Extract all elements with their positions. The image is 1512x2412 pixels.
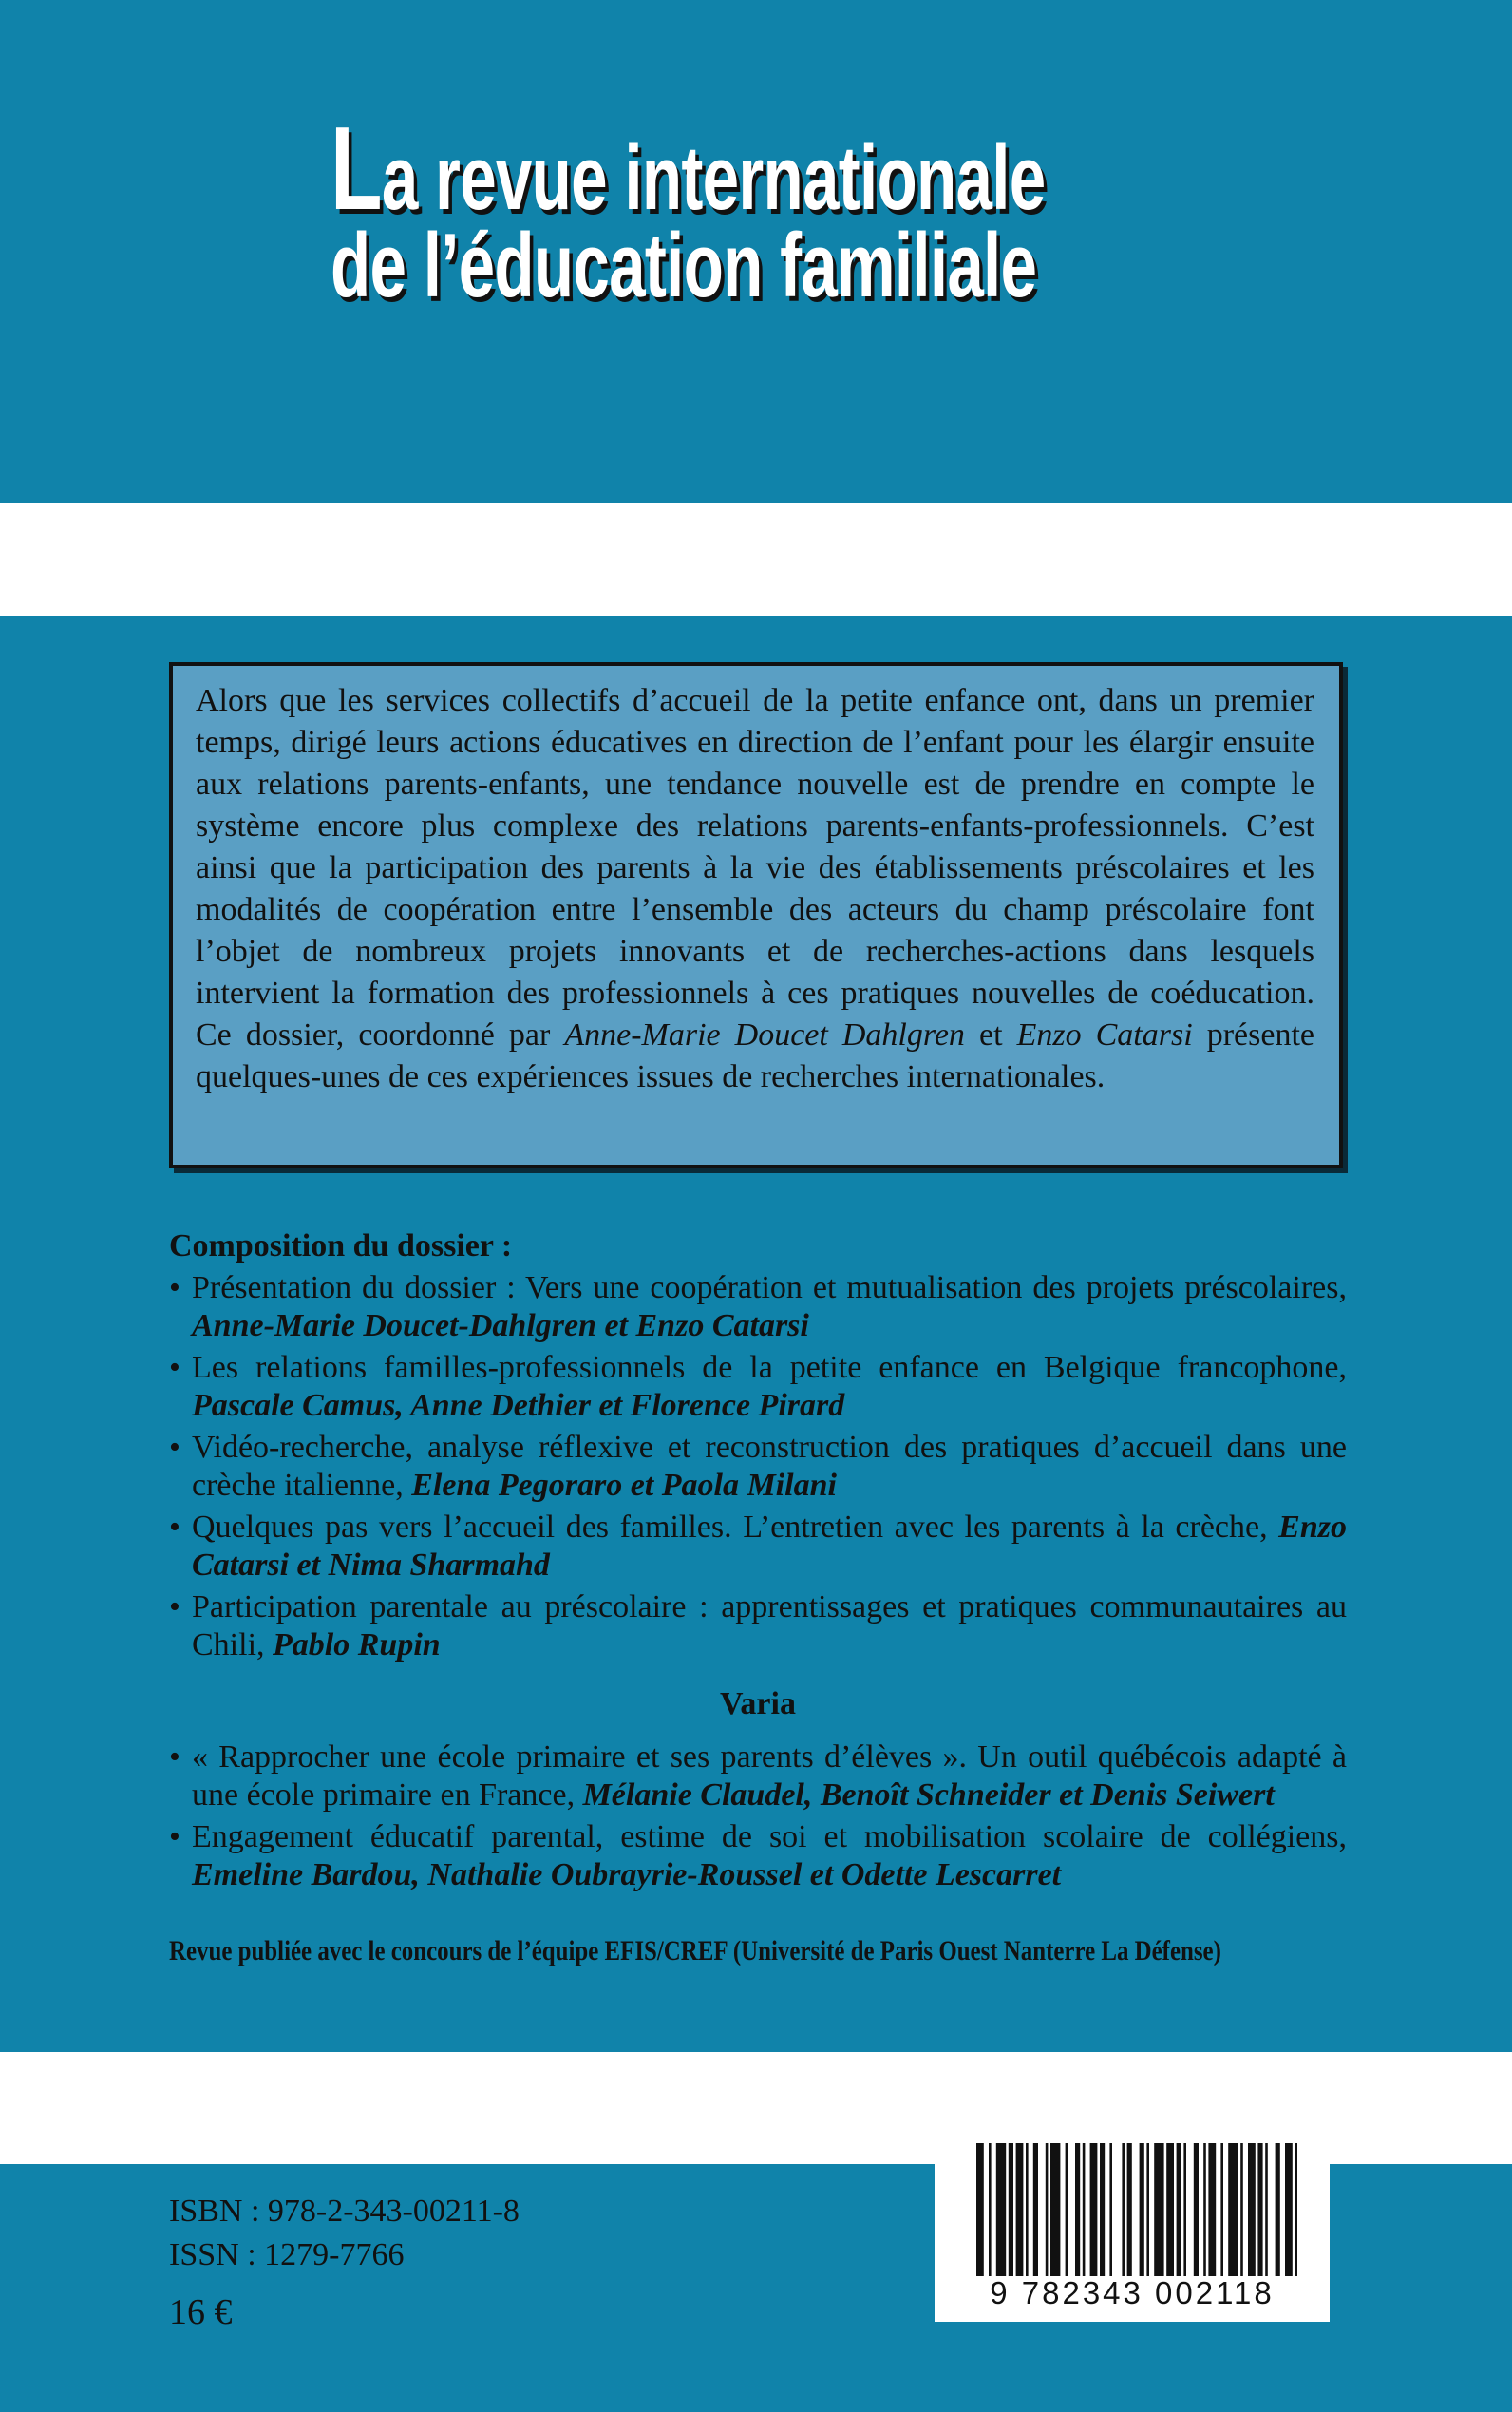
barcode-bar <box>1220 2143 1223 2276</box>
list-item <box>169 1269 1347 1345</box>
publisher-note: Revue publiée avec le concours de l’équipe EFIS/CREF (Université de Paris Ouest Nanterre La Défense) <box>169 1935 1221 1966</box>
item-title: Engagement éducatif parental, estime de soi et mobilisation scolaire de collégiens, <box>192 1819 1347 1854</box>
bullet-icon: • <box>169 1270 180 1305</box>
barcode-bar <box>1285 2143 1293 2276</box>
list-item <box>169 1509 1347 1585</box>
bullet-icon: • <box>169 1819 180 1854</box>
abstract-editor-1: Anne-Marie Doucet Dahlgren <box>564 1017 965 1053</box>
abstract-box <box>169 662 1343 1168</box>
item-authors: Emeline Bardou, Nathalie Oubrayrie-Roussel et Odette Lescarret <box>192 1857 1062 1892</box>
barcode-bar <box>1122 2143 1125 2276</box>
bullet-icon: • <box>169 1739 180 1775</box>
list-item <box>169 1349 1347 1425</box>
barcode-bar <box>1183 2143 1186 2276</box>
abstract-text-2: présente quelques-unes de ces expériences issues de recherches internationales. <box>196 1017 1314 1094</box>
barcode-bar <box>1240 2143 1243 2276</box>
composition-section <box>169 1227 1347 1970</box>
barcode-bar <box>996 2143 1006 2276</box>
list-item <box>169 1588 1347 1664</box>
barcode-bar <box>989 2143 992 2276</box>
barcode-bar <box>1033 2143 1038 2276</box>
title-initial: L <box>331 104 382 235</box>
composition-heading: Composition du dossier : <box>169 1228 513 1263</box>
barcode-bar <box>1154 2143 1163 2276</box>
item-authors: Enzo Catarsi et Nima Sharmahd <box>192 1510 1347 1583</box>
bullet-icon: • <box>169 1510 180 1545</box>
item-title: Vidéo-recherche, analyse réflexive et reconstruction des pratiques d’accueil dans une crèche italienne, <box>192 1430 1347 1503</box>
barcode-bar <box>1066 2143 1068 2276</box>
barcode-bar <box>1166 2143 1174 2276</box>
item-title: Présentation du dossier : Vers une coopération et mutualisation des projets préscolaires, <box>192 1270 1347 1305</box>
issn-text: ISSN : 1279-7766 <box>169 2237 405 2272</box>
bullet-icon: • <box>169 1430 180 1465</box>
barcode-bar <box>1276 2143 1280 2276</box>
barcode-bar <box>1050 2143 1060 2276</box>
item-authors: Pascale Camus, Anne Dethier et Florence Pirard <box>192 1388 845 1423</box>
item-authors: Pablo Rupin <box>273 1627 441 1662</box>
item-authors: Anne-Marie Doucet-Dahlgren et Enzo Catarsi <box>192 1308 809 1343</box>
item-title: Les relations familles-professionnels de la petite enfance en Belgique francophone, <box>192 1350 1347 1385</box>
barcode-bar <box>1140 2143 1144 2276</box>
barcode-bar <box>1026 2143 1029 2276</box>
abstract-text-1: Alors que les services collectifs d’accueil de la petite enfance ont, dans un premier temps, dirigé leurs actions éducatives en direction de l’enfant pour les élargir ensuite aux relations parents-enfants, une tendance nouvelle est de prendre en compte le système encore plus complexe des relations parents-enfants-professionnels. C’est ainsi que la participation des parents à la vie des établissements préscolaires et les modalités de coopération entre l’ensemble des acteurs du champ préscolaire font l’objet de nombreux projets innovants et de recherches-actions dans lesquels intervient la formation des professionnels à ces pratiques nouvelles de coéducation. Ce dossier, coordonné par <box>196 683 1314 1053</box>
codes-block <box>169 2190 520 2334</box>
item-authors: Mélanie Claudel, Benoît Schneider et Denis Seiwert <box>582 1777 1275 1813</box>
barcode-bar <box>1177 2143 1181 2276</box>
barcode-bar <box>1295 2143 1297 2276</box>
title-line-2: de l’éducation familiale <box>331 215 1037 316</box>
barcode-bar <box>1090 2143 1098 2276</box>
price-text: 16 € <box>169 2292 233 2332</box>
list-item <box>169 1818 1347 1894</box>
barcode-bar <box>1100 2143 1105 2276</box>
list-item <box>169 1429 1347 1505</box>
barcode-bar <box>976 2143 984 2276</box>
barcode-bar <box>1046 2143 1049 2276</box>
barcode-bar <box>1009 2143 1013 2276</box>
item-title: « Rapprocher une école primaire et ses parents d’élèves ». Un outil québécois adapté à une école primaire en France, <box>192 1739 1347 1813</box>
barcode-bar <box>1257 2143 1262 2276</box>
barcode-bar <box>1248 2143 1256 2276</box>
barcode-bar <box>1127 2143 1132 2276</box>
list-item <box>169 1738 1347 1814</box>
barcode-bar <box>1265 2143 1268 2276</box>
title-line-1-rest: a revue internationale <box>381 127 1046 229</box>
isbn-text: ISBN : 978-2-343-00211-8 <box>169 2194 520 2229</box>
item-title: Participation parentale au préscolaire : apprentissages et pratiques communautaires au Chili, <box>192 1589 1347 1662</box>
barcode-bar <box>1146 2143 1149 2276</box>
item-title: Quelques pas vers l’accueil des familles. L’entretien avec les parents à la crèche, <box>192 1510 1279 1545</box>
bullet-icon: • <box>169 1350 180 1385</box>
barcode-bar <box>1194 2143 1199 2276</box>
barcode-bar <box>1083 2143 1086 2276</box>
barcode-bar <box>1109 2143 1112 2276</box>
abstract-editor-2: Enzo Catarsi <box>1016 1017 1193 1053</box>
item-authors: Elena Pegoraro et Paola Milani <box>411 1468 837 1503</box>
barcode-bar <box>1075 2143 1080 2276</box>
bullet-icon: • <box>169 1589 180 1624</box>
barcode-bar <box>1203 2143 1206 2276</box>
barcode-bar <box>1228 2143 1238 2276</box>
barcode-digits: 9 782343 002118 <box>990 2275 1275 2310</box>
barcode-bar <box>1208 2143 1216 2276</box>
barcode <box>935 2132 1330 2322</box>
title-line-1 <box>331 104 1083 235</box>
abstract-and: et <box>964 1017 1017 1053</box>
varia-heading: Varia <box>720 1686 796 1721</box>
barcode-bar <box>1016 2143 1024 2276</box>
